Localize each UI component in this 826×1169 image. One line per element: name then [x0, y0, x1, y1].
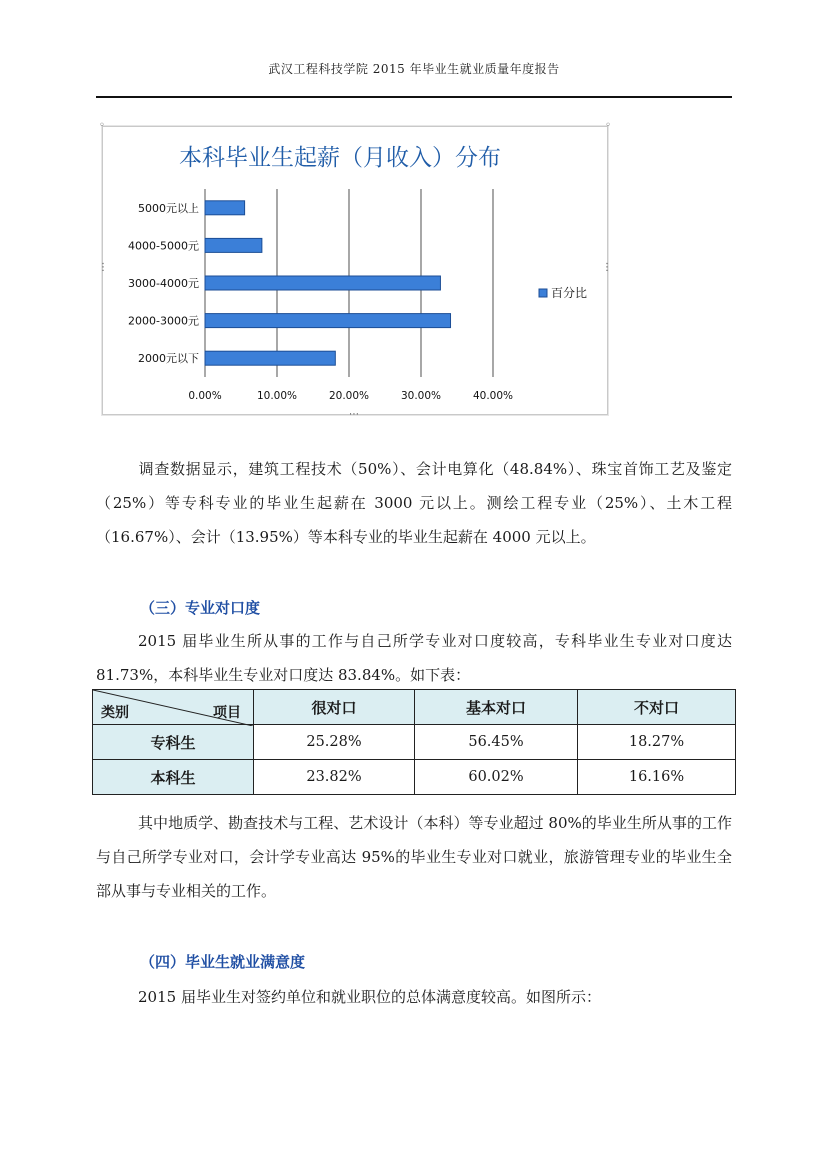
- x-tick-label: 20.00%: [328, 390, 370, 402]
- table-header-row: [93, 690, 736, 725]
- column-header: 很对口: [254, 690, 415, 725]
- chart-tick-labels: [188, 390, 513, 402]
- x-tick-label: 30.00%: [400, 390, 442, 402]
- paragraph-major-match: [96, 624, 732, 692]
- x-tick-label: 0.00%: [188, 390, 222, 402]
- corner-label-category: 类别: [101, 705, 129, 721]
- legend-swatch-icon: [539, 289, 547, 297]
- resize-handle-right-icon[interactable]: ⋮: [602, 262, 612, 273]
- chart-title: 本科毕业生起薪（月收入）分布: [179, 145, 501, 171]
- category-label: 2000元以下: [138, 352, 199, 366]
- table-cell: 18.27%: [578, 725, 736, 760]
- bar: [205, 276, 440, 290]
- category-label: 5000元以上: [138, 201, 199, 215]
- paragraph-major-details-text: 其中地质学、勘查技术与工程、艺术设计（本科）等专业超过 80%的毕业生所从事的工作与自己所学专业对口，会计学专业高达 95%的毕业生专业对口就业，旅游管理专业的毕业生全部从事与专业相关的工作。: [96, 814, 732, 900]
- table-cell: 16.16%: [578, 760, 736, 795]
- resize-handle-top-left-icon[interactable]: ◦: [99, 120, 105, 131]
- paragraph-major-details: [96, 806, 732, 908]
- x-tick-label: 40.00%: [472, 390, 514, 402]
- corner-label-item: 项目: [213, 705, 241, 721]
- table-row: [93, 760, 736, 795]
- paragraph-satisfaction: [96, 980, 732, 1014]
- chart-canvas: [103, 127, 607, 414]
- section-heading-satisfaction: （四）毕业生就业满意度: [140, 953, 306, 971]
- table-cell: 23.82%: [254, 760, 415, 795]
- paragraph-satisfaction-text: 2015 届毕业生对签约单位和就业职位的总体满意度较高。如图所示：: [138, 988, 601, 1006]
- bar: [205, 238, 262, 252]
- resize-handle-left-icon[interactable]: ⋮: [98, 262, 108, 273]
- bar: [205, 351, 335, 365]
- category-label: 3000-4000元: [128, 277, 199, 290]
- major-match-table: [92, 689, 736, 795]
- table-cell: 60.02%: [415, 760, 578, 795]
- paragraph-salary-text: 调查数据显示，建筑工程技术（50%）、会计电算化（48.84%）、珠宝首饰工艺及鉴定（25%）等专科专业的毕业生起薪在 3000 元以上。测绘工程专业（25%）、土木工程（16.67%）、会计（13.95%）等本科专业的毕业生起薪在 4000 元以上。: [96, 460, 732, 546]
- paragraph-major-match-text: 2015 届毕业生所从事的工作与自己所学专业对口度较高，专科毕业生专业对口度达 81.73%，本科毕业生专业对口度达 83.84%。如下表：: [96, 632, 732, 684]
- salary-chart: [98, 120, 612, 420]
- paragraph-salary: [96, 452, 732, 554]
- table-row: [93, 725, 736, 760]
- chart-legend: [539, 285, 587, 300]
- row-header: 本科生: [93, 760, 254, 795]
- bar: [205, 201, 245, 215]
- category-label: 4000-5000元: [128, 239, 199, 253]
- page-header: [96, 58, 732, 98]
- resize-handle-top-right-icon[interactable]: ◦: [605, 120, 611, 131]
- chart-category-labels: [128, 201, 199, 365]
- table-corner-cell: [93, 690, 254, 725]
- report-title: 武汉工程科技学院 2015 年毕业生就业质量年度报告: [268, 62, 560, 76]
- category-label: 2000-3000元: [128, 314, 199, 328]
- legend-label: 百分比: [551, 286, 588, 300]
- row-header: 专科生: [93, 725, 254, 760]
- column-header: 基本对口: [415, 690, 578, 725]
- bar: [205, 314, 451, 328]
- table-cell: 25.28%: [254, 725, 415, 760]
- section-heading-major-match: （三）专业对口度: [140, 599, 261, 617]
- chart-bars: [205, 201, 451, 365]
- resize-handle-bottom-icon[interactable]: ⋯: [349, 409, 359, 420]
- x-tick-label: 10.00%: [256, 390, 298, 402]
- table-cell: 56.45%: [415, 725, 578, 760]
- column-header: 不对口: [578, 690, 736, 725]
